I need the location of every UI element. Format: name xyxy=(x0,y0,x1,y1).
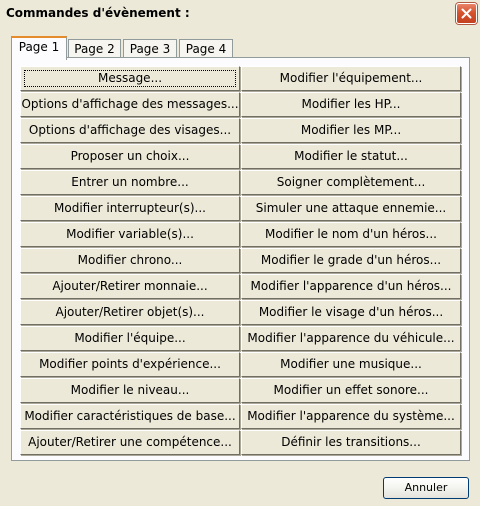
command-button[interactable] xyxy=(20,300,240,325)
command-button[interactable] xyxy=(241,66,461,91)
command-button[interactable] xyxy=(20,118,240,143)
command-label: Modifier l'apparence du système... xyxy=(247,409,455,423)
command-label: Modifier le niveau... xyxy=(70,383,190,397)
command-button[interactable] xyxy=(20,274,240,299)
command-label: Modifier variable(s)... xyxy=(66,227,194,241)
command-label: Modifier le statut... xyxy=(294,149,408,163)
command-button[interactable] xyxy=(20,66,240,91)
command-button[interactable] xyxy=(241,248,461,273)
command-button[interactable] xyxy=(20,430,240,455)
tab-page-3[interactable] xyxy=(123,39,177,59)
command-label: Modifier interrupteur(s)... xyxy=(54,201,206,215)
command-label: Proposer un choix... xyxy=(70,149,190,163)
tab-page-4[interactable] xyxy=(179,39,233,59)
command-label: Ajouter/Retirer objet(s)... xyxy=(55,305,205,319)
command-button[interactable] xyxy=(20,352,240,377)
tab-label: Page 4 xyxy=(185,42,227,56)
command-label: Modifier caractéristiques de base... xyxy=(24,409,236,423)
command-button[interactable] xyxy=(20,144,240,169)
command-label: Modifier les MP... xyxy=(300,123,402,137)
command-label: Message... xyxy=(97,71,163,85)
command-button[interactable] xyxy=(20,92,240,117)
command-button[interactable] xyxy=(20,378,240,403)
command-button[interactable] xyxy=(241,300,461,325)
tab-label: Page 2 xyxy=(74,42,115,56)
command-label: Soigner complètement... xyxy=(276,175,426,189)
command-button[interactable] xyxy=(20,326,240,351)
command-label: Modifier l'équipement... xyxy=(279,71,423,85)
command-label: Modifier l'équipe... xyxy=(74,331,186,345)
tab-page-2[interactable] xyxy=(68,39,121,59)
command-button[interactable] xyxy=(241,274,461,299)
command-label: Définir les transitions... xyxy=(281,435,421,449)
command-button[interactable] xyxy=(241,118,461,143)
tab-label: Page 1 xyxy=(18,40,60,54)
command-label: Modifier les HP... xyxy=(301,97,401,111)
command-button[interactable] xyxy=(20,196,240,221)
command-button[interactable] xyxy=(20,170,240,195)
command-label: Options d'affichage des messages... xyxy=(21,97,239,111)
command-label: Modifier l'apparence du véhicule... xyxy=(247,331,455,345)
command-button[interactable] xyxy=(241,352,461,377)
command-label: Modifier une musique... xyxy=(280,357,422,371)
command-button[interactable] xyxy=(241,196,461,221)
window-title: Commandes d'évènement : xyxy=(6,6,190,20)
command-button[interactable] xyxy=(241,430,461,455)
command-button[interactable] xyxy=(241,144,461,169)
command-button[interactable] xyxy=(20,404,240,429)
command-label: Modifier le visage d'un héros... xyxy=(258,305,444,319)
close-button[interactable] xyxy=(456,3,477,24)
command-label: Ajouter/Retirer une compétence... xyxy=(28,435,232,449)
command-button[interactable] xyxy=(241,378,461,403)
close-icon xyxy=(461,8,472,19)
command-button[interactable] xyxy=(241,170,461,195)
command-label: Options d'affichage des visages... xyxy=(28,123,232,137)
command-button[interactable] xyxy=(20,248,240,273)
title-bar xyxy=(0,0,480,28)
command-label: Modifier un effet sonore... xyxy=(273,383,429,397)
command-label: Ajouter/Retirer monnaie... xyxy=(52,279,208,293)
command-label: Modifier le nom d'un héros... xyxy=(265,227,437,241)
command-label: Modifier points d'expérience... xyxy=(39,357,221,371)
tab-label: Page 3 xyxy=(129,42,171,56)
command-button[interactable] xyxy=(241,222,461,247)
tab-panel xyxy=(11,57,470,461)
command-label: Entrer un nombre... xyxy=(71,175,189,189)
command-label: Modifier le grade d'un héros... xyxy=(260,253,442,267)
command-label: Modifier l'apparence d'un héros... xyxy=(250,279,452,293)
command-button[interactable] xyxy=(20,222,240,247)
command-button[interactable] xyxy=(241,92,461,117)
tab-page-1[interactable] xyxy=(11,36,67,60)
command-label: Simuler une attaque ennemie... xyxy=(255,201,447,215)
command-button[interactable] xyxy=(241,404,461,429)
cancel-button-label: Annuler xyxy=(404,481,448,494)
command-button[interactable] xyxy=(241,326,461,351)
cancel-button[interactable] xyxy=(383,477,469,499)
command-label: Modifier chrono... xyxy=(77,253,183,267)
